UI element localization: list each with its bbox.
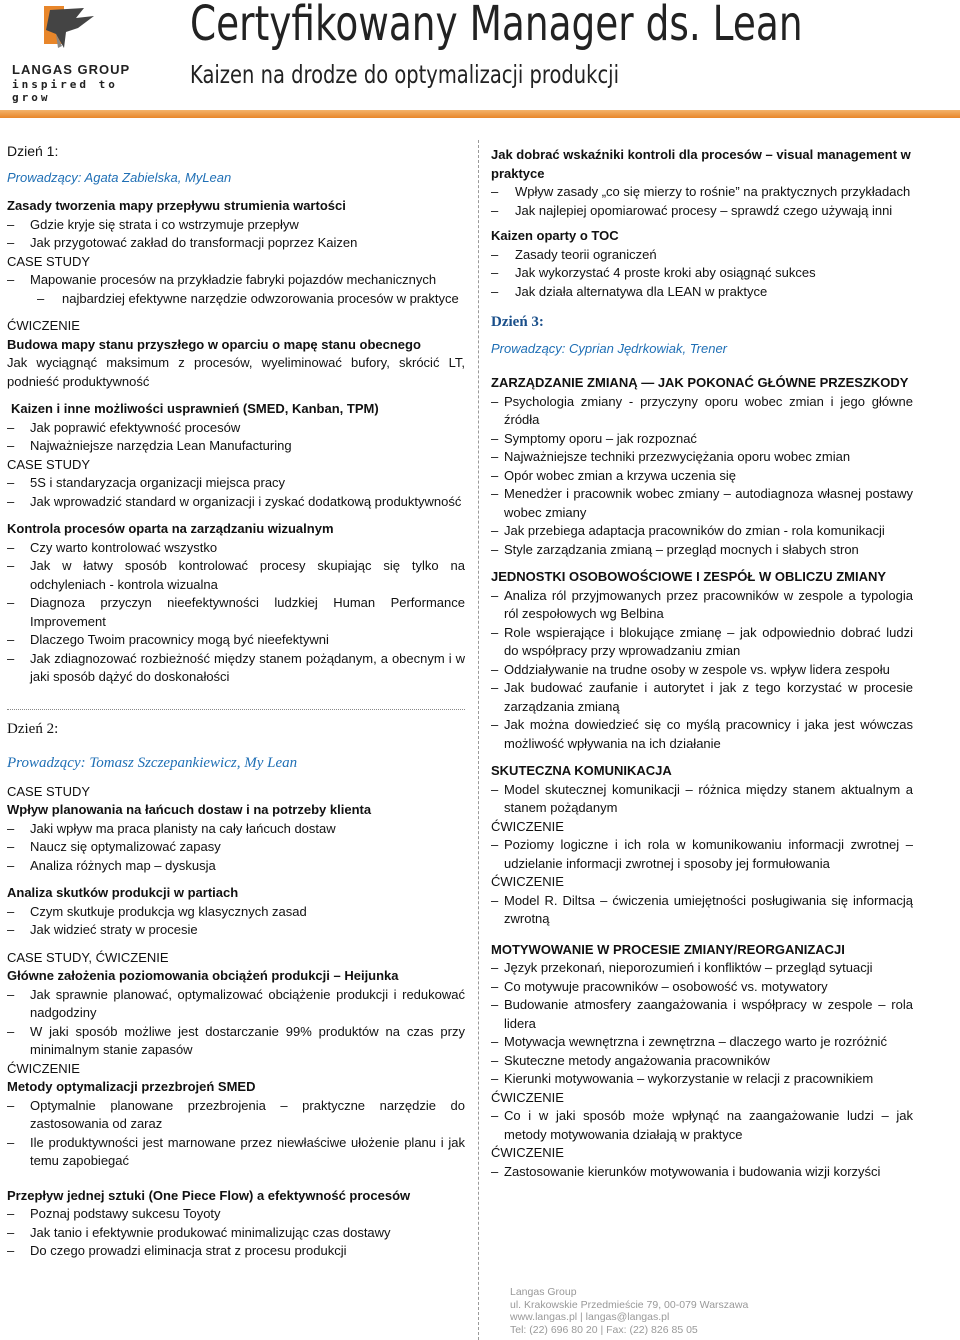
list-item: – Model skutecznej komunikacji – różnica między stanem aktualnym a stanem pożądanym bbox=[491, 781, 913, 818]
case-study-label: CASE STUDY bbox=[7, 456, 91, 472]
section-heading: Analiza skutków produkcji w partiach bbox=[7, 885, 239, 900]
list-item: – Analiza różnych map – dyskusja bbox=[7, 857, 465, 876]
list-item: – Dlaczego Twoim pracownicy mogą być nieefektywni bbox=[7, 631, 465, 650]
footer-address: ul. Krakowskie Przedmieście 79, 00-079 Warszawa bbox=[510, 1298, 749, 1311]
list-item: – Najważniejsze narzędzia Lean Manufacturing bbox=[7, 437, 465, 456]
list-item: – Zasady teorii ograniczeń bbox=[491, 246, 913, 265]
list-item: – Do czego prowadzi eliminacja strat z procesu produkcji bbox=[7, 1242, 465, 1261]
paragraph: Jak wyciągnąć maksimum z procesów, wyeliminować bufory, skrócić LT, podnieść produktywność bbox=[7, 355, 465, 389]
footer-contact bbox=[510, 1286, 748, 1336]
list-item: – Psychologia zmiany - przyczyny oporu wobec zmian i jego główne źródła bbox=[491, 393, 913, 430]
list-item: – Mapowanie procesów na przykładzie fabryki pojazdów mechanicznych bbox=[7, 271, 465, 290]
list-item: – Jak sprawnie planować, optymalizować obciążenie produkcji i redukować nadgodziny bbox=[7, 986, 465, 1023]
list bbox=[7, 271, 465, 308]
column-divider bbox=[478, 140, 479, 1340]
list bbox=[491, 781, 913, 818]
list bbox=[491, 1107, 913, 1144]
header bbox=[0, 0, 960, 120]
list-item: – Diagnoza przyczyn nieefektywności ludzkiej Human Performance Improvement bbox=[7, 594, 465, 631]
list-subitem: – najbardziej efektywne narzędzie odwzorowania procesów w praktyce bbox=[7, 290, 465, 309]
section-heading: Przepływ jednej sztuki (One Piece Flow) a efektywność procesów bbox=[7, 1187, 411, 1203]
list-item: – Kierunki motywowania – wykorzystanie w relacji z pracownikiem bbox=[491, 1070, 913, 1089]
list-item: – Jaki wpływ ma praca planisty na cały łańcuch dostaw bbox=[7, 820, 465, 839]
list-item: – Jak przebiega adaptacja pracowników do zmian - rola komunikacji bbox=[491, 522, 913, 541]
header-divider bbox=[0, 110, 960, 118]
footer-web-link[interactable]: www.langas.pl | langas@langas.pl bbox=[510, 1311, 670, 1323]
list-item: – Czym skutkuje produkcja wg klasycznych zasad bbox=[7, 903, 465, 922]
list-item: – Optymalnie planowane przezbrojenia – praktyczne narzędzie do zastosowania od zaraz bbox=[7, 1097, 465, 1134]
exercise-label: ĆWICZENIE bbox=[491, 1089, 564, 1105]
list-item: – Jak wprowadzić standard w organizacji i zyskać dodatkową produktywność bbox=[7, 493, 465, 512]
section-heading: Kontrola procesów oparta na zarządzaniu wizualnym bbox=[7, 521, 334, 536]
list-item: – Zastosowanie kierunków motywowania i budowania wizji korzyści bbox=[491, 1163, 913, 1182]
day-2-lead: Prowadzący: Tomasz Szczepankiewicz, My Lean bbox=[7, 755, 298, 771]
list bbox=[491, 836, 913, 873]
list-item: – Gdzie kryje się strata i co wstrzymuje przepływ bbox=[7, 216, 465, 235]
list-item: – Skuteczne metody angażowania pracowników bbox=[491, 1052, 913, 1071]
list-item: – Jak działa alternatywa dla LEAN w praktyce bbox=[491, 283, 913, 302]
logo-name: LANGAS GROUP bbox=[12, 62, 131, 77]
list-item: – Ile produktywności jest marnowane przez niewłaściwe ułożenie planu i jak temu zapobiegać bbox=[7, 1134, 465, 1171]
list bbox=[7, 539, 465, 687]
list bbox=[491, 183, 913, 220]
list-item: – Menedżer i pracownik wobec zmiany – autodiagnoza własnej postawy wobec zmiany bbox=[491, 485, 913, 522]
list-item: – Jak można dowiedzieć się co myślą pracownicy i jaka jest wówczas możliwość wpływania na ich działanie bbox=[491, 716, 913, 753]
list-item: – Jak poprawić efektywność procesów bbox=[7, 419, 465, 438]
list-item: – W jaki sposób możliwe jest dostarczanie 99% produktów na czas przy minimalnym stanie zapasów bbox=[7, 1023, 465, 1060]
list-item: – Poznaj podstawy sukcesu Toyoty bbox=[7, 1205, 465, 1224]
list-item: – Naucz się optymalizować zapasy bbox=[7, 838, 465, 857]
list bbox=[7, 1205, 465, 1261]
list-item: – Najważniejsze techniki przezwyciężania oporu wobec zmian bbox=[491, 448, 913, 467]
section-heading: Wpływ planowania na łańcuch dostaw i na potrzeby klienta bbox=[7, 802, 372, 817]
list-item: – Style zarządzania zmianą – przegląd mocnych i słabych stron bbox=[491, 541, 913, 560]
day-3-lead: Prowadzący: Cyprian Jędrkowiak, Trener bbox=[491, 340, 728, 356]
list bbox=[491, 959, 913, 1089]
list-item: – Jak widzieć straty w procesie bbox=[7, 921, 465, 940]
day-2-heading: Dzień 2: bbox=[7, 720, 59, 737]
day-3-heading: Dzień 3: bbox=[491, 314, 544, 330]
list-item: – Jak tanio i efektywnie produkować minimalizując czas dostawy bbox=[7, 1224, 465, 1243]
list-item: – Poziomy logiczne i ich rola w komunikowaniu informacji zwrotnej – udzielanie informacji zwrotnej i sposoby jej formułowania bbox=[491, 836, 913, 873]
section-heading: Kaizen oparty o TOC bbox=[491, 228, 619, 243]
section-heading: Kaizen i inne możliwości usprawnień (SMED, Kanban, TPM) bbox=[11, 401, 379, 416]
list-item: – Wpływ zasady „co się mierzy to rośnie” na praktycznych przykładach bbox=[491, 183, 913, 202]
list-item: – Model R. Diltsa – ćwiczenia umiejętności posługiwania się informacją zwrotną bbox=[491, 892, 913, 929]
list-item: – Jak przygotować zakład do transformacji poprzez Kaizen bbox=[7, 234, 465, 253]
list-item: – Jak budować zaufanie i autorytet i jak z tego korzystać w procesie zarządzania zmianą bbox=[491, 679, 913, 716]
section-heading: Główne założenia poziomowania obciążeń produkcji – Heijunka bbox=[7, 968, 399, 983]
footer-phone: Tel: (22) 696 80 20 | Fax: (22) 826 85 05 bbox=[510, 1323, 698, 1336]
exercise-label: ĆWICZENIE bbox=[7, 318, 80, 333]
list-item: – Co i w jaki sposób może wpłynąć na zaangażowanie ludzi – jak metody motywowania działają w praktyce bbox=[491, 1107, 913, 1144]
section-heading: ZARZĄDZANIE ZMIANĄ — JAK POKONAĆ GŁÓWNE PRZESZKODY bbox=[491, 375, 909, 390]
list bbox=[7, 903, 465, 940]
list-item: – Co motywuje pracowników – osobowość vs. motywatory bbox=[491, 978, 913, 997]
exercise-label: ĆWICZENIE bbox=[491, 1145, 564, 1160]
day-1-lead: Prowadzący: Agata Zabielska, MyLean bbox=[7, 169, 232, 185]
page-subtitle: Kaizen na drodze do optymalizacji produkcji bbox=[190, 60, 620, 89]
list bbox=[7, 1097, 465, 1171]
list bbox=[7, 986, 465, 1060]
section-heading: Metody optymalizacji przezbrojeń SMED bbox=[7, 1079, 256, 1094]
day-separator bbox=[7, 709, 465, 710]
list-item: – Czy warto kontrolować wszystko bbox=[7, 539, 465, 558]
exercise-label: ĆWICZENIE bbox=[491, 818, 564, 834]
section-heading: Zasady tworzenia mapy przepływu strumienia wartości bbox=[7, 198, 346, 213]
bird-logo-icon bbox=[6, 4, 136, 64]
list-item: – Analiza ról przyjmowanych przez pracowników w zespole a typologia ról zespołowych wg Belbina bbox=[491, 587, 913, 624]
section-heading: SKUTECZNA KOMUNIKACJA bbox=[491, 763, 672, 778]
page-title: Certyfikowany Manager ds. Lean bbox=[190, 0, 803, 52]
list bbox=[7, 474, 465, 511]
list bbox=[491, 892, 913, 929]
list-item: – Budowanie atmosfery zaangażowania i współpracy w zespole – rola lidera bbox=[491, 996, 913, 1033]
section-heading: Budowa mapy stanu przyszłego w oparciu o mapę stanu obecnego bbox=[7, 336, 421, 352]
left-column bbox=[7, 142, 465, 1261]
list-item: – Motywacja wewnętrzna i zewnętrzna – dlaczego warto je rozróżnić bbox=[491, 1033, 913, 1052]
langas-logo bbox=[6, 4, 136, 104]
exercise-label: ĆWICZENIE bbox=[491, 874, 564, 889]
case-study-label: CASE STUDY bbox=[7, 783, 91, 799]
section-heading: MOTYWOWANIE W PROCESIE ZMIANY/REORGANIZACJI bbox=[491, 941, 845, 957]
case-study-label: CASE STUDY, ĆWICZENIE bbox=[7, 949, 169, 965]
logo-tagline: inspired to grow bbox=[12, 78, 118, 104]
list bbox=[7, 820, 465, 876]
list bbox=[491, 587, 913, 754]
right-column bbox=[491, 146, 913, 1181]
list bbox=[491, 246, 913, 302]
list-item: – Jak w łatwy sposób kontrolować procesy skupiając się tylko na odchyleniach - kontrola wizualna bbox=[7, 557, 465, 594]
section-heading: JEDNOSTKI OSOBOWOŚCIOWE I ZESPÓŁ W OBLICZU ZMIANY bbox=[491, 569, 887, 584]
day-1-heading: Dzień 1: bbox=[7, 143, 59, 159]
list-item: – Role wspierające i blokujące zmianę – jak odpowiednio dobrać ludzi do współpracy przy wprowadzaniu zmian bbox=[491, 624, 913, 661]
footer-company: Langas Group bbox=[510, 1286, 577, 1298]
list bbox=[491, 1163, 913, 1182]
list bbox=[7, 419, 465, 456]
exercise-label: ĆWICZENIE bbox=[7, 1060, 80, 1076]
list-item: – Jak najlepiej opomiarować procesy – sprawdź czego używają inni bbox=[491, 202, 913, 221]
list-item: – 5S i standaryzacja organizacji miejsca pracy bbox=[7, 474, 465, 493]
list-item: – Symptomy oporu – jak rozpoznać bbox=[491, 430, 913, 449]
list-item: – Język przekonań, nieporozumień i konfliktów – przegląd sytuacji bbox=[491, 959, 913, 978]
case-study-label: CASE STUDY bbox=[7, 253, 91, 269]
section-heading: Jak dobrać wskaźniki kontroli dla procesów – visual management w praktyce bbox=[491, 147, 911, 181]
list-item: – Oddziaływanie na trudne osoby w zespole vs. wpływ lidera zespołu bbox=[491, 661, 913, 680]
list-item: – Opór wobec zmian a krzywa uczenia się bbox=[491, 467, 913, 486]
list bbox=[7, 216, 465, 253]
list bbox=[491, 393, 913, 560]
list-item: – Jak zdiagnozować rozbieżność między stanem pożądanym, a obecnym i w jaki sposób dążyć do doskonałości bbox=[7, 650, 465, 687]
list-item: – Jak wykorzystać 4 proste kroki aby osiągnąć sukces bbox=[491, 264, 913, 283]
